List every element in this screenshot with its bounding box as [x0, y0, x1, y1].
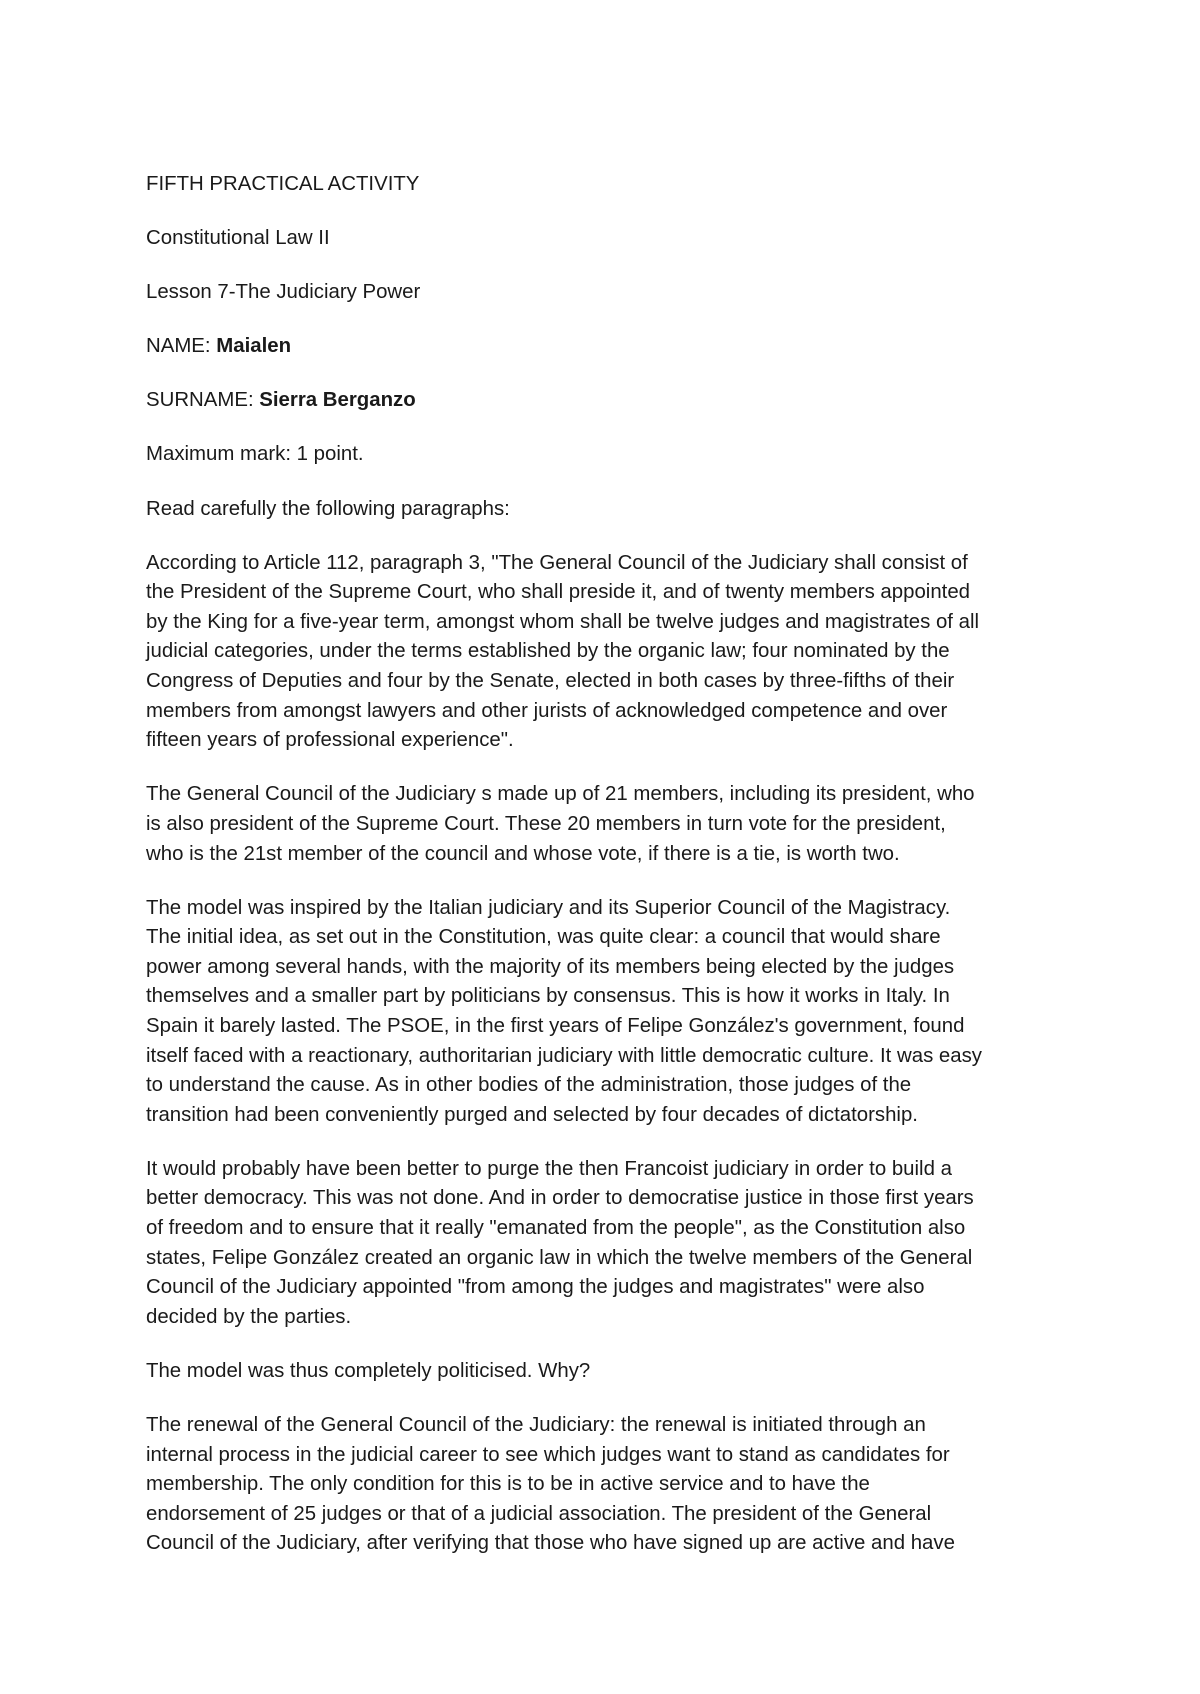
- body-paragraph: [146, 1357, 1076, 1387]
- document-title: FIFTH PRACTICAL ACTIVITY: [146, 173, 420, 195]
- paragraph-line: power among several hands, with the majority of its members being elected by the judges: [146, 955, 955, 978]
- paragraph-line: decided by the parties.: [146, 1305, 352, 1328]
- paragraph-line: itself faced with a reactionary, authoritarian judiciary with little democratic culture. It was easy: [146, 1044, 982, 1067]
- course-name: Constitutional Law II: [146, 227, 330, 250]
- paragraph-line: Council of the Judiciary appointed "from among the judges and magistrates" were also: [146, 1276, 925, 1299]
- paragraph-line: judicial categories, under the terms established by the organic law; four nominated by the: [146, 640, 950, 663]
- student-name: [146, 332, 1076, 362]
- surname-value: Sierra Berganzo: [259, 389, 416, 412]
- paragraph-line: The General Council of the Judiciary s made up of 21 members, including its president, who: [146, 783, 975, 806]
- paragraph-line: who is the 21st member of the council and whose vote, if there is a tie, is worth two.: [146, 842, 900, 865]
- paragraph-line: It would probably have been better to purge the then Francoist judiciary in order to build a: [146, 1157, 952, 1180]
- body-paragraph: [146, 894, 1076, 1131]
- body-paragraphs: [146, 549, 1076, 1559]
- paragraph-line: internal process in the judicial career to see which judges want to stand as candidates for: [146, 1443, 950, 1466]
- body-paragraph: [146, 780, 1076, 869]
- student-surname: [146, 386, 1076, 416]
- paragraph-line: Spain it barely lasted. The PSOE, in the first years of Felipe González's government, found: [146, 1014, 965, 1037]
- body-paragraph: [146, 1411, 1076, 1559]
- paragraph-line: the President of the Supreme Court, who shall preside it, and of twenty members appointed: [146, 581, 971, 604]
- paragraph-line: themselves and a smaller part by politicians by consensus. This is how it works in Italy. In: [146, 985, 950, 1008]
- paragraph-line: The renewal of the General Council of the Judiciary: the renewal is initiated through an: [146, 1414, 926, 1436]
- paragraph-line: According to Article 112, paragraph 3, "The General Council of the Judiciary shall consist of: [146, 551, 968, 574]
- paragraph-line: states, Felipe González created an organic law in which the twelve members of the General: [146, 1246, 973, 1269]
- paragraph-line: The model was inspired by the Italian judiciary and its Superior Council of the Magistracy.: [146, 896, 951, 919]
- surname-label: SURNAME:: [146, 389, 260, 412]
- paragraph-line: members from amongst lawyers and other jurists of acknowledged competence and over: [146, 699, 948, 722]
- paragraph-line: transition had been conveniently purged and selected by four decades of dictatorship.: [146, 1103, 918, 1126]
- document-page: [146, 170, 1076, 1583]
- paragraph-line: The model was thus completely politicised. Why?: [146, 1359, 591, 1382]
- paragraph-line: Congress of Deputies and four by the Senate, elected in both cases by three-fifths of their: [146, 670, 955, 693]
- paragraph-line: is also president of the Supreme Court. These 20 members in turn vote for the president,: [146, 812, 946, 835]
- instruction: Read carefully the following paragraphs:: [146, 497, 510, 520]
- name-label: NAME:: [146, 335, 217, 358]
- paragraph-line: better democracy. This was not done. And in order to democratise justice in those first years: [146, 1187, 974, 1210]
- paragraph-line: to understand the cause. As in other bodies of the administration, those judges of the: [146, 1074, 912, 1097]
- paragraph-line: of freedom and to ensure that it really "emanated from the people", as the Constitution also: [146, 1217, 966, 1240]
- paragraph-line: fifteen years of professional experience".: [146, 729, 514, 752]
- name-value: Maialen: [216, 335, 292, 358]
- paragraph-line: endorsement of 25 judges or that of a judicial association. The president of the General: [146, 1502, 932, 1525]
- paragraph-line: The initial idea, as set out in the Constitution, was quite clear: a council that would share: [146, 926, 941, 949]
- body-paragraph: [146, 549, 1076, 756]
- lesson-title: Lesson 7-The Judiciary Power: [146, 281, 421, 304]
- body-paragraph: [146, 1155, 1076, 1333]
- paragraph-line: by the King for a five-year term, amongst whom shall be twelve judges and magistrates of all: [146, 610, 980, 633]
- paragraph-line: membership. The only condition for this is to be in active service and to have the: [146, 1473, 870, 1496]
- paragraph-line: Council of the Judiciary, after verifying that those who have signed up are active and have: [146, 1532, 955, 1555]
- maximum-mark: Maximum mark: 1 point.: [146, 443, 364, 466]
